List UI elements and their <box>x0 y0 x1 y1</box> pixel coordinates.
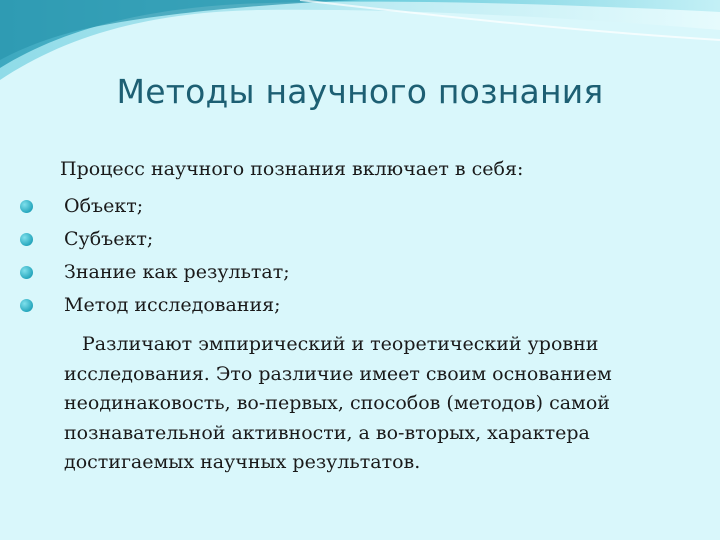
bullet-dot-icon <box>20 233 33 246</box>
paragraph-line: исследования. Это различие имеет своим основанием <box>64 362 612 385</box>
bullet-dot-icon <box>20 266 33 279</box>
bullet-dot-icon <box>20 299 33 312</box>
paragraph-line: познавательной активности, а во-вторых, характера <box>64 421 590 444</box>
paragraph-line: неодинаковость, во-первых, способов (методов) самой <box>64 392 610 414</box>
description-paragraph <box>64 330 684 478</box>
paragraph-line: Различают эмпирический и теоретический уровни <box>82 333 599 355</box>
bullet-list <box>20 190 290 322</box>
slide-title: Методы научного познания <box>116 72 604 111</box>
bullet-dot-icon <box>20 200 33 213</box>
bullet-item-subject: Субъект; <box>20 223 290 256</box>
paragraph-line: достигаемых научных результатов. <box>64 451 421 473</box>
bullet-item-method: Метод исследования; <box>20 289 290 322</box>
intro-text: Процесс научного познания включает в себя: <box>60 158 524 180</box>
bullet-item-knowledge: Знание как результат; <box>20 256 290 289</box>
bullet-item-object: Объект; <box>20 190 290 223</box>
